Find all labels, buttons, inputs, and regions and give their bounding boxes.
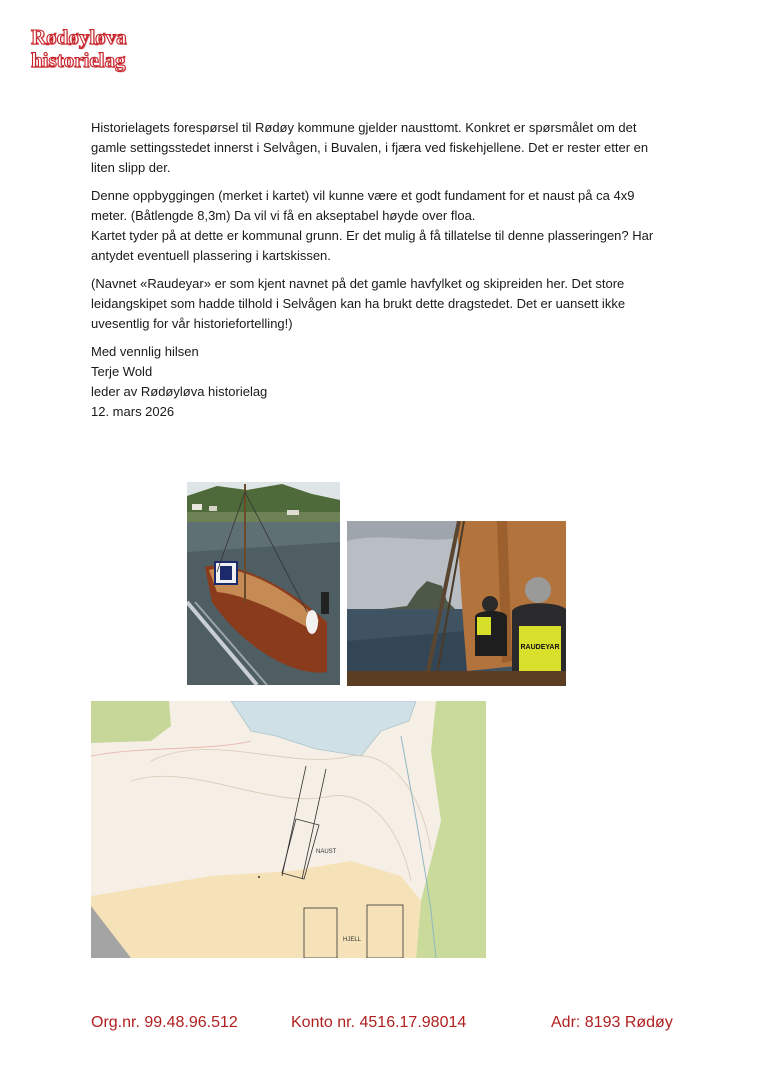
footer-org-number: Org.nr. 99.48.96.512: [91, 1014, 238, 1031]
logo-line-2: historielag: [31, 48, 126, 72]
boat-photo-image: [187, 482, 340, 685]
sailing-photo-image: [347, 521, 566, 686]
paragraph-request: Historielagets forespørsel til Rødøy kommune gjelder nausttomt. Konkret er spørsmålet om det gamle settingsstedet innerst i Selvågen, i Buvalen, i fjæra ved fiskehjellene. Det er rester etter en liten slipp der.: [91, 120, 649, 175]
map-label-hjell: HJELL: [343, 937, 362, 943]
sailing-photo: [347, 521, 566, 686]
signature-role: leder av Rødøyløva historielag: [91, 384, 268, 399]
paragraph-municipal: Kartet tyder på at dette er kommunal grunn. Er det mulig å få tillatelse til denne plasseringen? Har antydet eventuell plassering i kartskissen.: [91, 228, 654, 263]
paragraph-raudeyar: (Navnet «Raudeyar» er som kjent navnet på det gamle havfylket og skipreiden her. Det store leidangskipet som hadde tilhold i Selvågen kan ha brukt dette dragstedet. Det er uansett ikke uvesentlig for vår historiefortelling!): [91, 276, 626, 331]
logo-line-1: Rødøyløva: [31, 25, 127, 49]
map-sketch: [91, 701, 486, 958]
map-sketch-image: [91, 701, 486, 958]
footer-account-number: Konto nr. 4516.17.98014: [291, 1014, 467, 1031]
signature-date: 12. mars 2026: [91, 404, 175, 419]
signature-greeting: Med vennlig hilsen: [91, 344, 199, 359]
signature-block: [91, 342, 671, 422]
paragraph-foundation: Denne oppbyggingen (merket i kartet) vil kunne være et godt fundament for et naust på ca 4x9 meter. (Båtlengde 8,3m) Da vil vi få en akseptabel høyde over floa.: [91, 188, 635, 223]
boat-photo: [187, 482, 340, 685]
letter-body: [91, 118, 671, 422]
signature-name: Terje Wold: [91, 364, 153, 379]
vest-text: RAUDEYAR: [520, 644, 560, 651]
map-label-naust: NAUST: [316, 849, 337, 855]
historielag-logo: [31, 26, 127, 72]
footer-address: Adr: 8193 Rødøy: [551, 1014, 673, 1031]
